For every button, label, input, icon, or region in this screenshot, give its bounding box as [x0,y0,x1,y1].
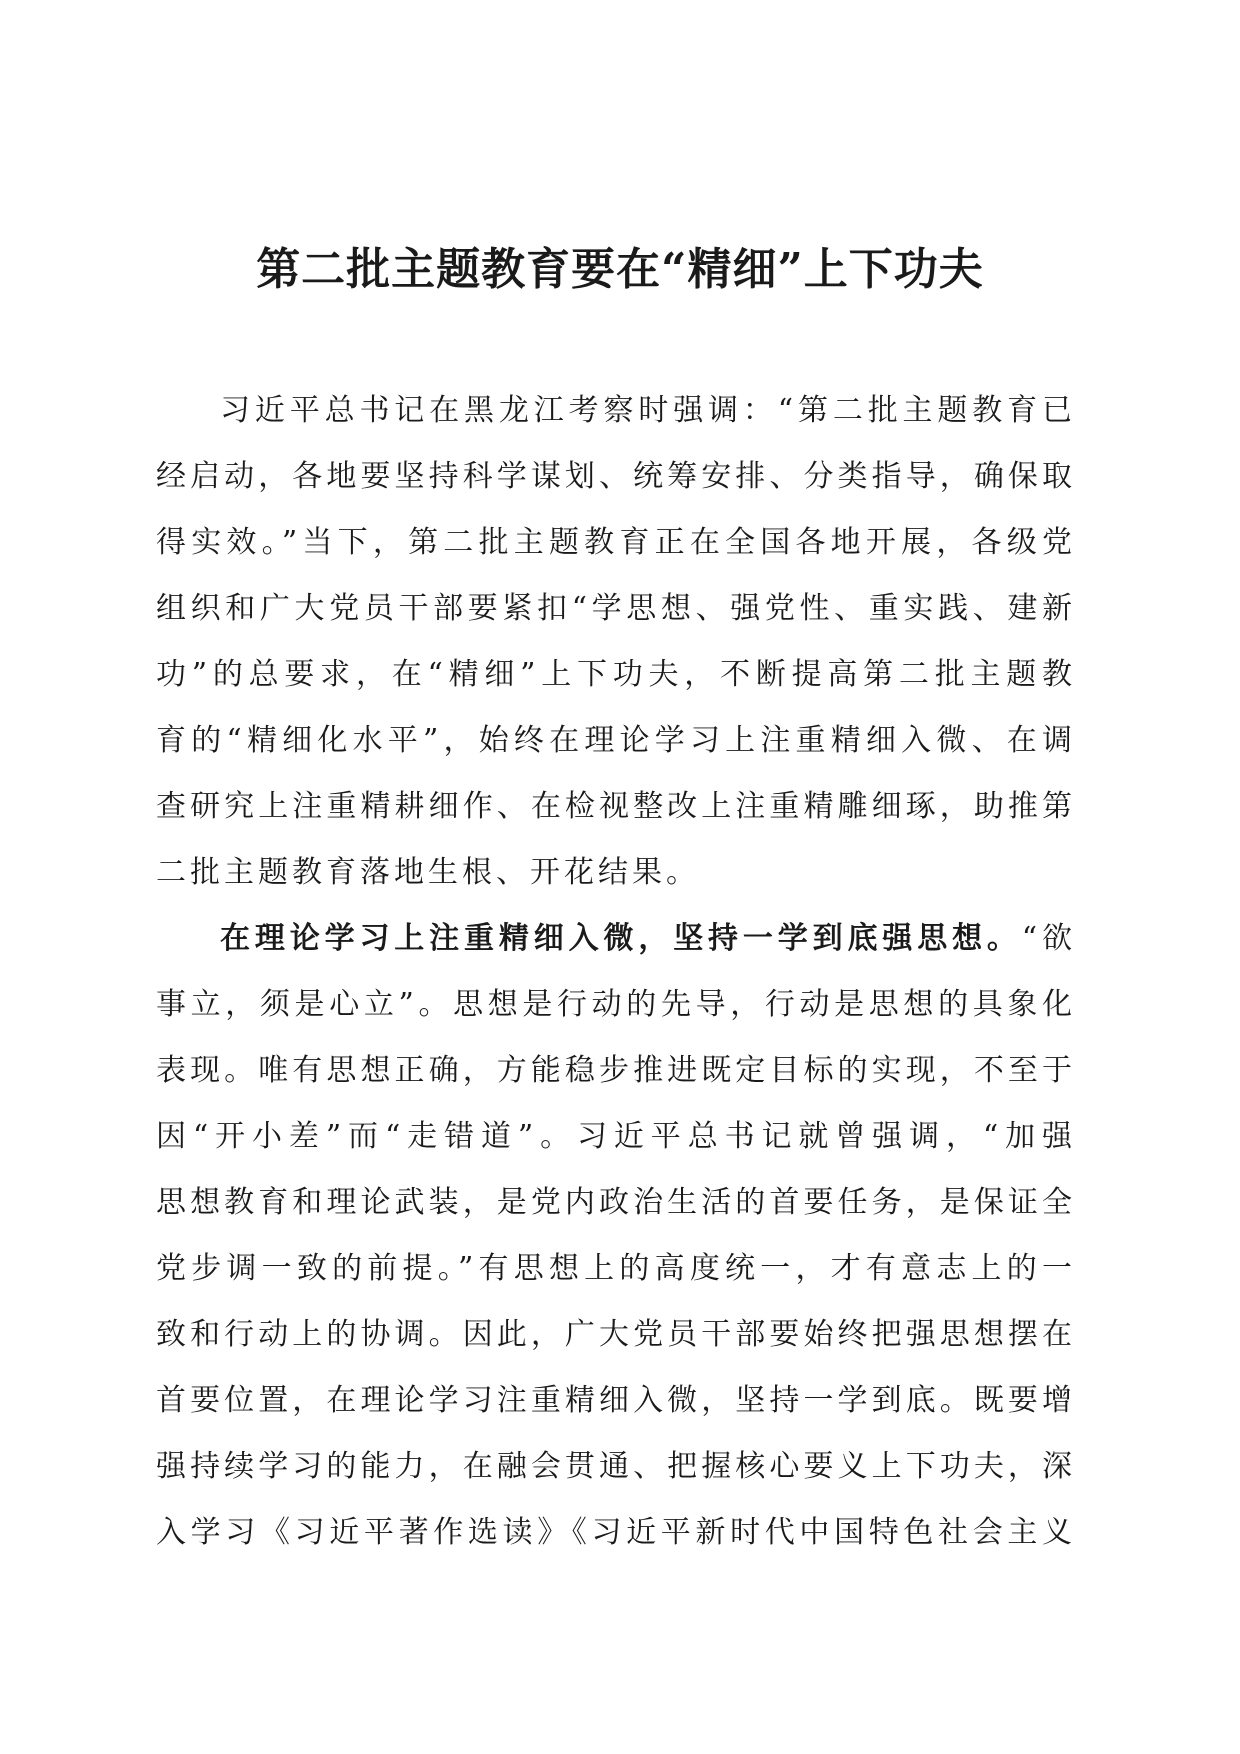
paragraph-line: 党步调一致的前提。”有思想上的高度统一，才有意志上的一 [156,1251,1072,1286]
paragraph-line: 首要位置，在理论学习注重精细入微，坚持一学到底。既要增 [156,1383,1072,1418]
paragraph-line: 致和行动上的协调。因此，广大党员干部要始终把强思想摆在 [156,1317,1072,1352]
document-body [156,378,1072,1566]
paragraph-line: 育的“精细化水平”，始终在理论学习上注重精细入微、在调 [156,723,1072,758]
section-heading: 在理论学习上注重精细入微，坚持一学到底强思想。 [220,921,1022,956]
paragraph-line: 功”的总要求，在“精细”上下功夫，不断提高第二批主题教 [156,657,1072,692]
paragraph-line: 因“开小差”而“走错道”。习近平总书记就曾强调，“加强 [156,1119,1072,1154]
paragraph-line: 事立，须是心立”。思想是行动的先导，行动是思想的具象化 [156,987,1072,1022]
paragraph-line: 表现。唯有思想正确，方能稳步推进既定目标的实现，不至于 [156,1053,1072,1088]
paragraph-line-rest: “欲 [1021,921,1072,956]
paragraph-line: 思想教育和理论武装，是党内政治生活的首要任务，是保证全 [156,1185,1072,1220]
paragraph-lead-line [156,906,1072,972]
paragraph-line: 经启动，各地要坚持科学谋划、统筹安排、分类指导，确保取 [156,459,1072,494]
paragraph-line: 查研究上注重精耕细作、在检视整改上注重精雕细琢，助推第 [156,789,1072,824]
paragraph-line: 入学习《习近平著作选读》《习近平新时代中国特色社会主义 [156,1515,1072,1550]
document-title: 第二批主题教育要在“精细”上下功夫 [256,244,984,295]
paragraph-line: 二批主题教育落地生根、开花结果。 [156,855,700,890]
paragraph-line: 强持续学习的能力，在融会贯通、把握核心要义上下功夫，深 [156,1449,1072,1484]
paragraph-line: 得实效。”当下，第二批主题教育正在全国各地开展，各级党 [156,525,1072,560]
paragraph-line: 组织和广大党员干部要紧扣“学思想、强党性、重实践、建新 [156,591,1072,626]
paragraph-line: 习近平总书记在黑龙江考察时强调：“第二批主题教育已 [220,393,1072,428]
